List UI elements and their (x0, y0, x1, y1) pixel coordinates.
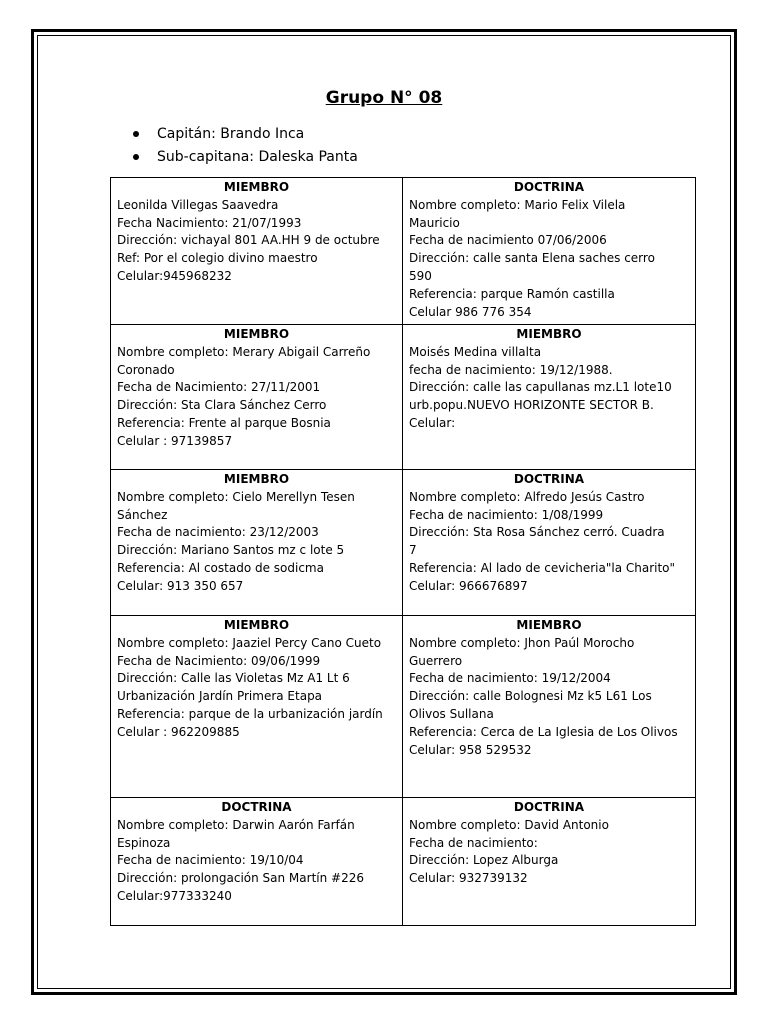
members-table (110, 177, 696, 926)
card-detail-line: Fecha de nacimiento: 23/12/2003 (117, 525, 319, 540)
card-detail-line: 590 (409, 268, 432, 283)
card-detail-line: Referencia: Frente al parque Bosnia (117, 415, 331, 430)
card-detail-line: Moisés Medina villalta (409, 344, 542, 359)
card-detail-line: Espinoza (117, 835, 171, 850)
member-card-left (111, 178, 403, 325)
leader-text: Sub-capitana: Daleska Panta (157, 149, 358, 165)
card-detail-line: Dirección: vichayal 801 AA.HH 9 de octubre (117, 233, 380, 248)
card-detail-line: Referencia: parque de la urbanización jardín (117, 706, 383, 721)
member-card-left (111, 798, 403, 926)
card-detail-line: Dirección: Lopez Alburga (409, 853, 559, 868)
card-detail-line: Fecha Nacimiento: 21/07/1993 (117, 215, 302, 230)
card-detail-line: Sánchez (117, 507, 168, 522)
card-role-heading: DOCTRINA (513, 180, 585, 194)
card-detail-line: Dirección: prolongación San Martín #226 (117, 871, 364, 886)
group-title: Grupo N° 08 (325, 88, 443, 108)
card-detail-line: fecha de nacimiento: 19/12/1988. (409, 362, 613, 377)
card-detail-line: Nombre completo: Merary Abigail Carreño (117, 344, 371, 359)
member-card-left (111, 470, 403, 616)
card-detail-line: Celular: 932739132 (409, 871, 528, 886)
leader-item-captain (133, 123, 358, 146)
card-detail-line: Ref: Por el colegio divino maestro (117, 251, 318, 266)
card-detail-line: Celular:977333240 (117, 888, 232, 903)
card-detail-line: Dirección: calle las capullanas mz.L1 lote10 (409, 380, 672, 395)
bullet-icon (133, 154, 139, 160)
member-card-right (403, 178, 696, 325)
card-detail-line: Celular: 958 529532 (409, 742, 532, 757)
table-row (111, 325, 696, 470)
card-detail-line: Celular: 913 350 657 (117, 578, 244, 593)
card-detail-line: Nombre completo: Alfredo Jesús Castro (409, 489, 645, 504)
card-detail-line: Referencia: parque Ramón castilla (409, 286, 615, 301)
card-detail-line: Referencia: Al costado de sodicma (117, 560, 324, 575)
card-detail-line: Dirección: Calle las Violetas Mz A1 Lt 6 (117, 671, 350, 686)
member-card-right (403, 616, 696, 798)
card-detail-line: Coronado (117, 362, 175, 377)
card-detail-line: Nombre completo: Darwin Aarón Farfán (117, 817, 355, 832)
leader-item-subcaptain (133, 146, 358, 169)
card-detail-line: Fecha de nacimiento: 1/08/1999 (409, 507, 604, 522)
card-detail-line: Referencia: Cerca de La Iglesia de Los Olivos (409, 724, 678, 739)
card-role-heading: MIEMBRO (516, 327, 582, 341)
card-detail-line: Urbanización Jardín Primera Etapa (117, 689, 323, 704)
card-detail-line: Olivos Sullana (409, 706, 494, 721)
card-detail-line: Mauricio (409, 215, 460, 230)
table-row (111, 470, 696, 616)
card-detail-line: urb.popu.NUEVO HORIZONTE SECTOR B. (409, 398, 654, 413)
card-detail-line: Celular: (409, 415, 456, 430)
member-card-right (403, 798, 696, 926)
card-role-heading: DOCTRINA (221, 800, 292, 814)
card-detail-line: Nombre completo: Mario Felix Vilela (409, 197, 626, 212)
card-role-heading: MIEMBRO (223, 180, 290, 194)
card-detail-line: Fecha de nacimiento 07/06/2006 (409, 233, 607, 248)
card-role-heading: DOCTRINA (513, 472, 585, 486)
card-detail-line: Nombre completo: Cielo Merellyn Tesen (117, 489, 355, 504)
table-row (111, 798, 696, 926)
card-detail-line: Celular: 966676897 (409, 578, 528, 593)
card-role-heading: MIEMBRO (223, 472, 290, 486)
card-detail-line: Dirección: Mariano Santos mz c lote 5 (117, 543, 345, 558)
leaders-list (133, 123, 358, 169)
member-card-right (403, 325, 696, 470)
card-detail-line: Fecha de Nacimiento: 27/11/2001 (117, 380, 321, 395)
table-row (111, 178, 696, 325)
card-detail-line: Nombre completo: Jaaziel Percy Cano Cueto (117, 635, 382, 650)
card-role-heading: MIEMBRO (223, 327, 290, 341)
card-detail-line: Celular : 962209885 (117, 724, 240, 739)
card-detail-line: 7 (409, 543, 417, 558)
member-card-right (403, 470, 696, 616)
card-role-heading: MIEMBRO (223, 618, 290, 632)
card-detail-line: Dirección: Sta Rosa Sánchez cerró. Cuadra (409, 525, 665, 540)
table-row (111, 616, 696, 798)
card-detail-line: Celular 986 776 354 (409, 304, 532, 319)
card-detail-line: Nombre completo: David Antonio (409, 817, 609, 832)
card-detail-line: Nombre completo: Jhon Paúl Morocho (409, 635, 635, 650)
card-detail-line: Celular:945968232 (117, 268, 232, 283)
card-detail-line: Dirección: Sta Clara Sánchez Cerro (117, 398, 327, 413)
card-role-heading: DOCTRINA (513, 800, 585, 814)
card-detail-line: Dirección: calle Bolognesi Mz k5 L61 Los (409, 689, 652, 704)
card-detail-line: Fecha de nacimiento: (409, 835, 538, 850)
card-detail-line: Fecha de nacimiento: 19/10/04 (117, 853, 304, 868)
leader-text: Capitán: Brando Inca (157, 126, 305, 142)
member-card-left (111, 616, 403, 798)
card-detail-line: Dirección: calle santa Elena saches cerro (409, 251, 655, 266)
bullet-icon (133, 131, 139, 137)
card-detail-line: Leonilda Villegas Saavedra (117, 197, 279, 212)
card-detail-line: Referencia: Al lado de cevicheria"la Charito" (409, 560, 676, 575)
card-detail-line: Fecha de Nacimiento: 09/06/1999 (117, 653, 321, 668)
card-detail-line: Fecha de nacimiento: 19/12/2004 (409, 671, 611, 686)
card-role-heading: MIEMBRO (516, 618, 582, 632)
card-detail-line: Guerrero (409, 653, 463, 668)
member-card-left (111, 325, 403, 470)
card-detail-line: Celular : 97139857 (117, 433, 233, 448)
